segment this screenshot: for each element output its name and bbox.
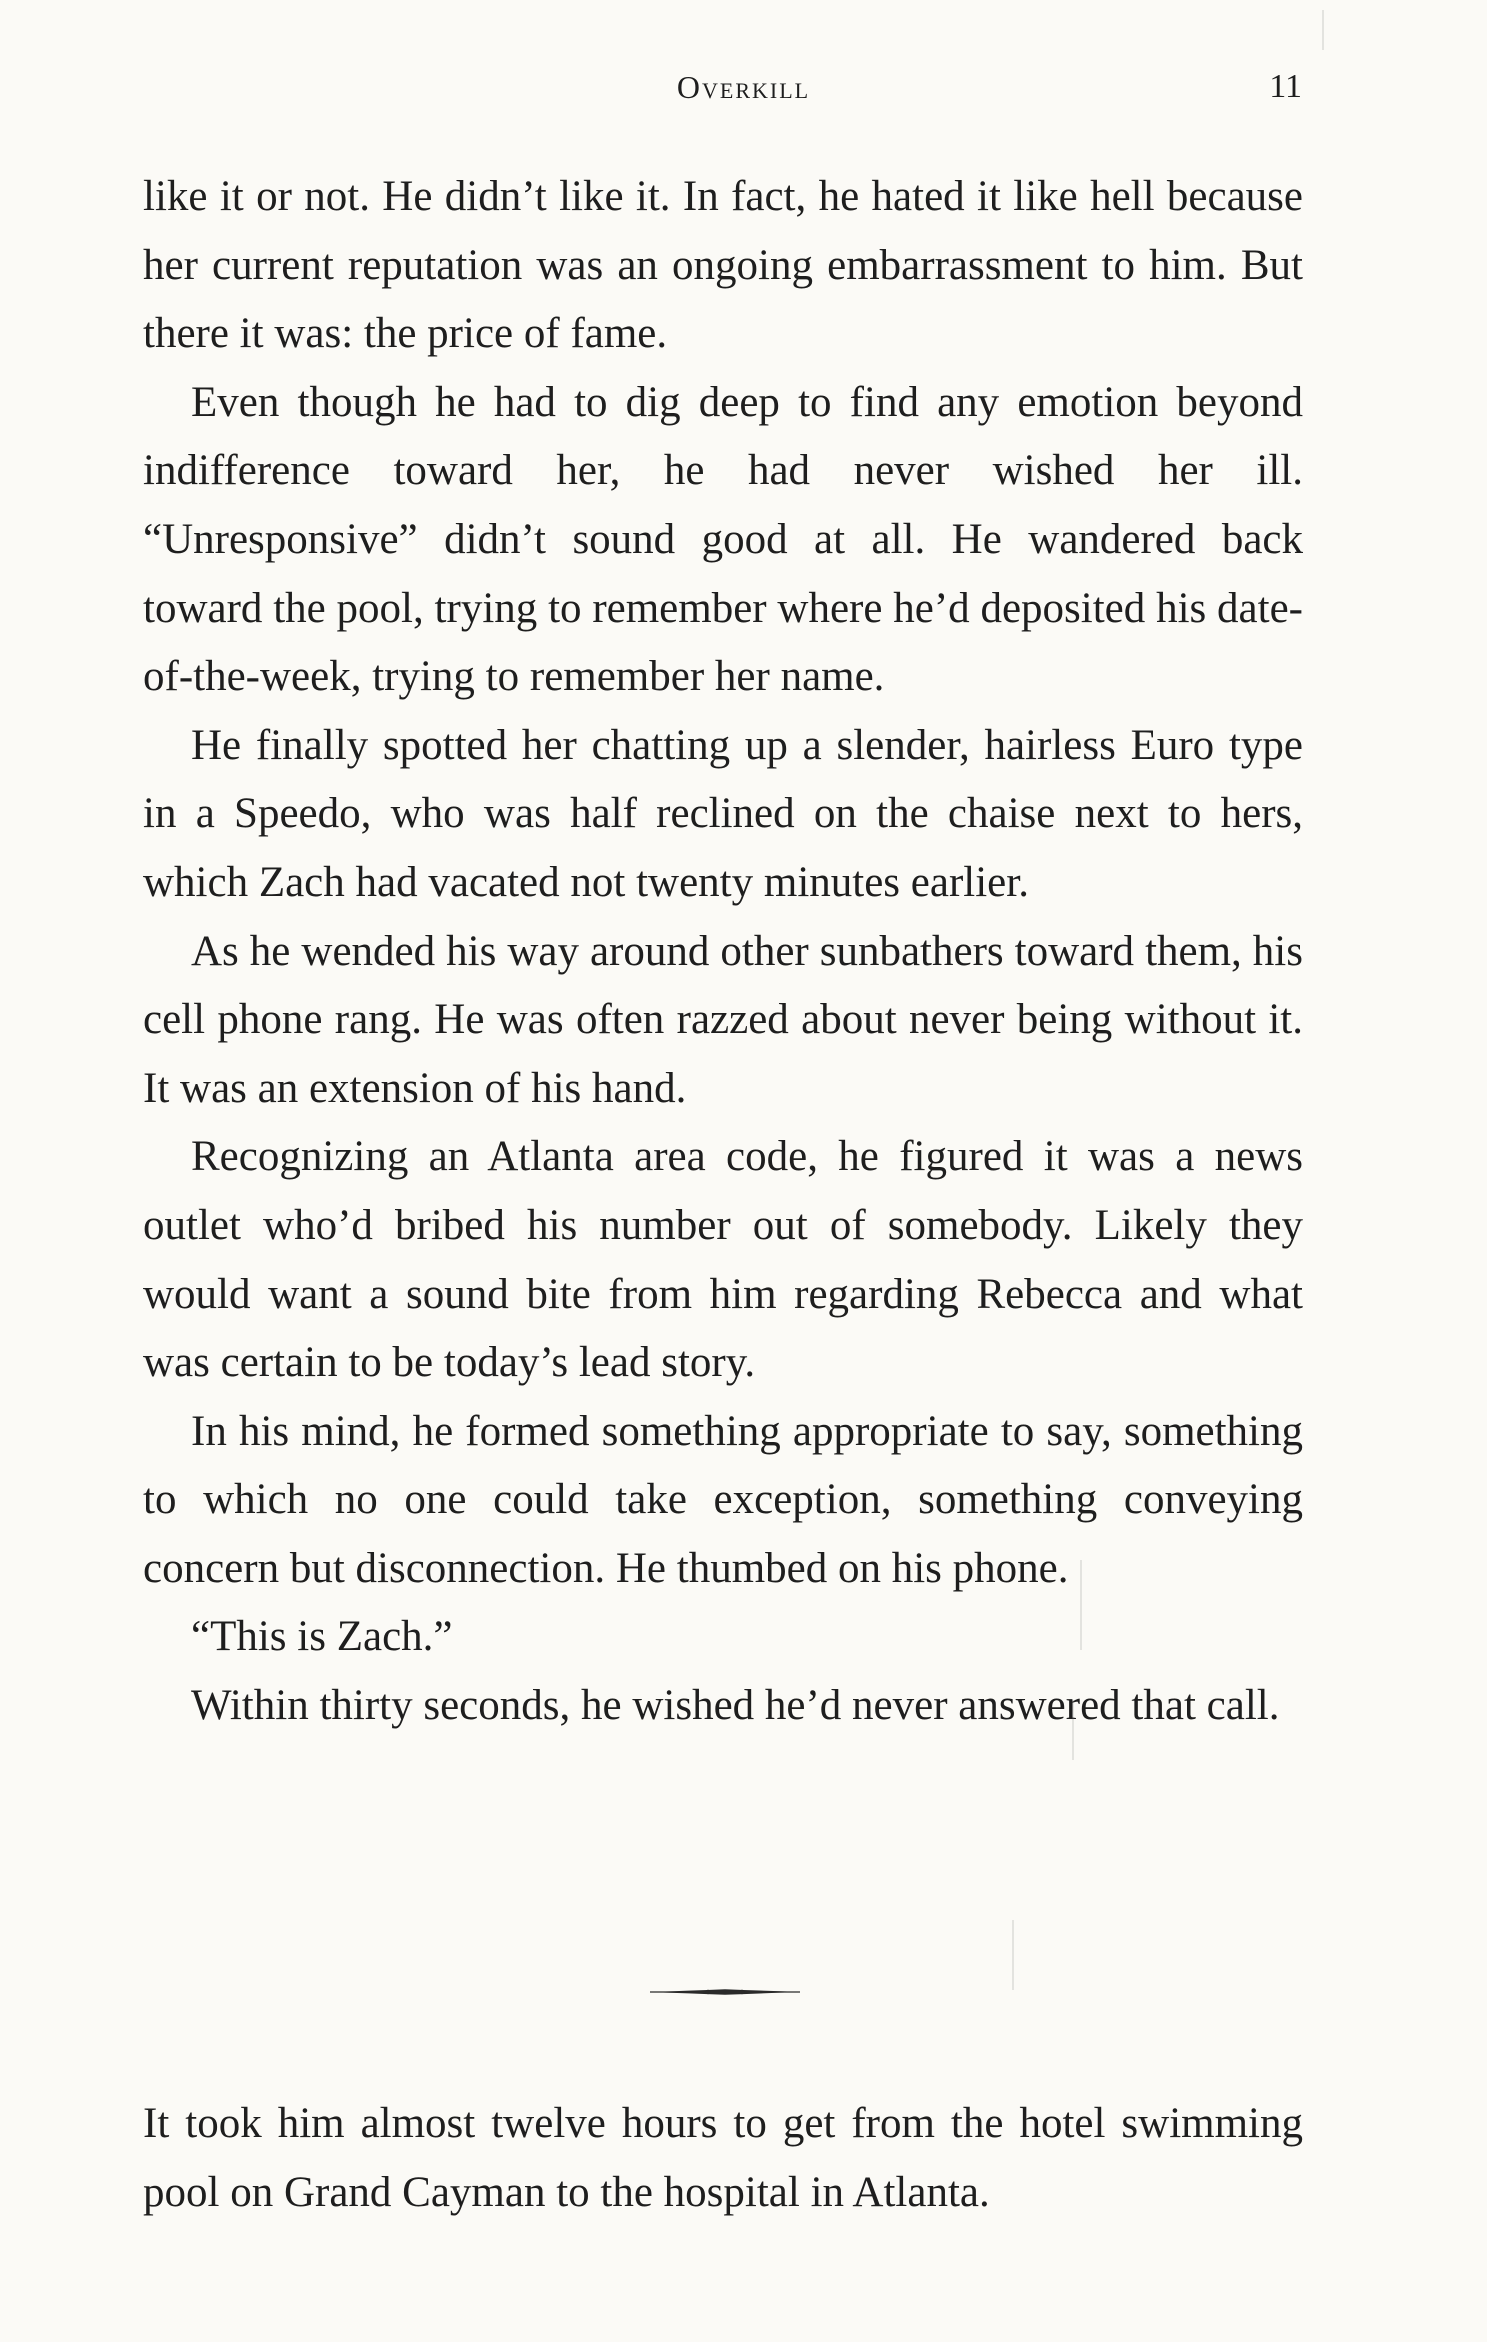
scan-artifact	[1080, 1560, 1082, 1650]
page-number: 11	[1269, 68, 1302, 105]
scan-artifact	[1012, 1920, 1014, 1990]
paragraph: Even though he had to dig deep to find any emotion beyond indifference toward her, he had never wished her ill. “Unresponsive” didn’t sound good at all. He wandered back toward the pool, trying to remember where he’d deposited his date-of-the-week, trying to remember her name.	[143, 378, 1303, 701]
scan-artifact	[1072, 1700, 1074, 1760]
paragraph: Within thirty seconds, he wished he’d never answered that call.	[191, 1682, 1280, 1730]
paragraph: “This is Zach.”	[191, 1613, 453, 1661]
paragraph: He finally spotted her chatting up a slender, hairless Euro type in a Speedo, who was half reclined on the chaise next to hers, which Zach had vacated not twenty minutes earlier.	[143, 721, 1303, 906]
paragraph: It took him almost twelve hours to get from the hotel swimming pool on Grand Cayman to the hospital in Atlanta.	[143, 2100, 1303, 2216]
section-text	[143, 2089, 1303, 2227]
paragraph: like it or not. He didn’t like it. In fact, he hated it like hell because her current reputation was an ongoing embarrassment to him. But there it was: the price of fame.	[143, 173, 1303, 358]
body-text	[143, 163, 1303, 1741]
section-break-ornament-icon	[650, 1986, 800, 1998]
paragraph: Recognizing an Atlanta area code, he figured it was a news outlet who’d bribed his number out of somebody. Likely they would want a sound bite from him regarding Rebecca and what was certain to be today’s lead story.	[143, 1133, 1303, 1387]
running-head	[0, 62, 1487, 112]
paragraph: As he wended his way around other sunbathers toward them, his cell phone rang. He was often razzed about never being without it. It was an extension of his hand.	[143, 927, 1303, 1112]
running-title: Overkill	[676, 69, 811, 105]
scan-artifact	[1322, 10, 1324, 50]
paragraph: In his mind, he formed something appropriate to say, something to which no one could take exception, something conveying concern but disconnection. He thumbed on his phone.	[143, 1407, 1303, 1592]
